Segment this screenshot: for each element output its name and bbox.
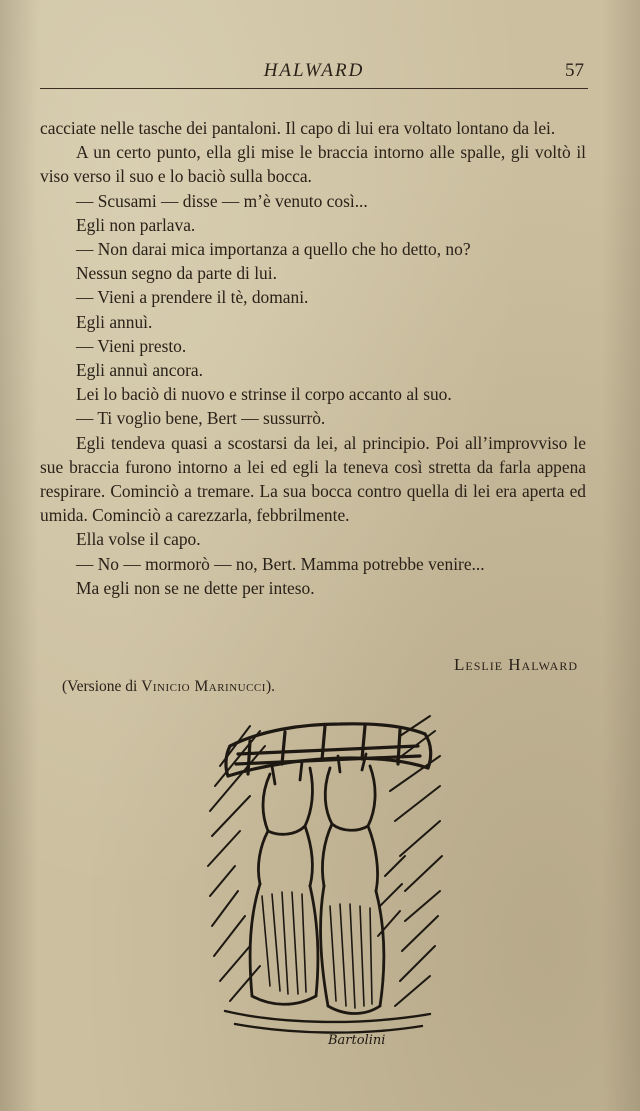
illustration-drawing [190, 706, 460, 1062]
illustration-signature: Bartolini [328, 1033, 386, 1048]
illustration [190, 706, 460, 1062]
translator-prefix: (Versione di [62, 678, 142, 695]
story-text [40, 116, 586, 600]
paragraph: — Non darai mica importanza a quello che ho detto, no? [76, 239, 471, 260]
paragraph: — Ti voglio bene, Bert — sussurrò. [76, 408, 326, 429]
paragraph: cacciate nelle tasche dei pantaloni. Il capo di lui era voltato lontano da lei. [40, 118, 556, 138]
paragraph: Ma egli non se ne dette per inteso. [76, 577, 315, 598]
paragraph: — No — mormorò — no, Bert. Mamma potrebbe venire... [76, 553, 485, 574]
paragraph: Lei lo baciò di nuovo e strinse il corpo accanto al suo. [76, 384, 452, 405]
paragraph: Egli annuì. [76, 311, 153, 332]
translator-suffix: ). [265, 678, 275, 695]
translator-name: Vinicio Marinucci [141, 678, 266, 695]
paragraph: A un certo punto, ella gli mise le braccia intorno alle spalle, gli voltò il viso verso il suo e lo baciò sulla bocca. [40, 142, 586, 187]
paragraph: Egli annuì ancora. [76, 360, 203, 381]
translator-note [62, 678, 275, 696]
paragraph: — Vieni presto. [76, 335, 187, 356]
paragraph: — Vieni a prendere il tè, domani. [76, 287, 309, 308]
running-head [40, 58, 588, 89]
running-title: HALWARD [263, 60, 365, 81]
paragraph: Ella volse il capo. [76, 529, 201, 550]
paragraph: Egli tendeva quasi a scostarsi da lei, al principio. Poi all’improvviso le sue braccia furono intorno a lei ed egli la teneva così stretta da farla appena respirare. Cominciò a tremare. La sua bocca contro quella di lei era aperta ed umida. Cominciò a carezzarla, febbrilmente. [40, 432, 586, 526]
paragraph: — Scusami — disse — m’è venuto così... [76, 190, 368, 211]
paragraph: Egli non parlava. [76, 214, 196, 235]
page-number: 57 [565, 60, 584, 81]
author-signature: Leslie Halward [453, 655, 578, 674]
paragraph: Nessun segno da parte di lui. [76, 263, 277, 284]
